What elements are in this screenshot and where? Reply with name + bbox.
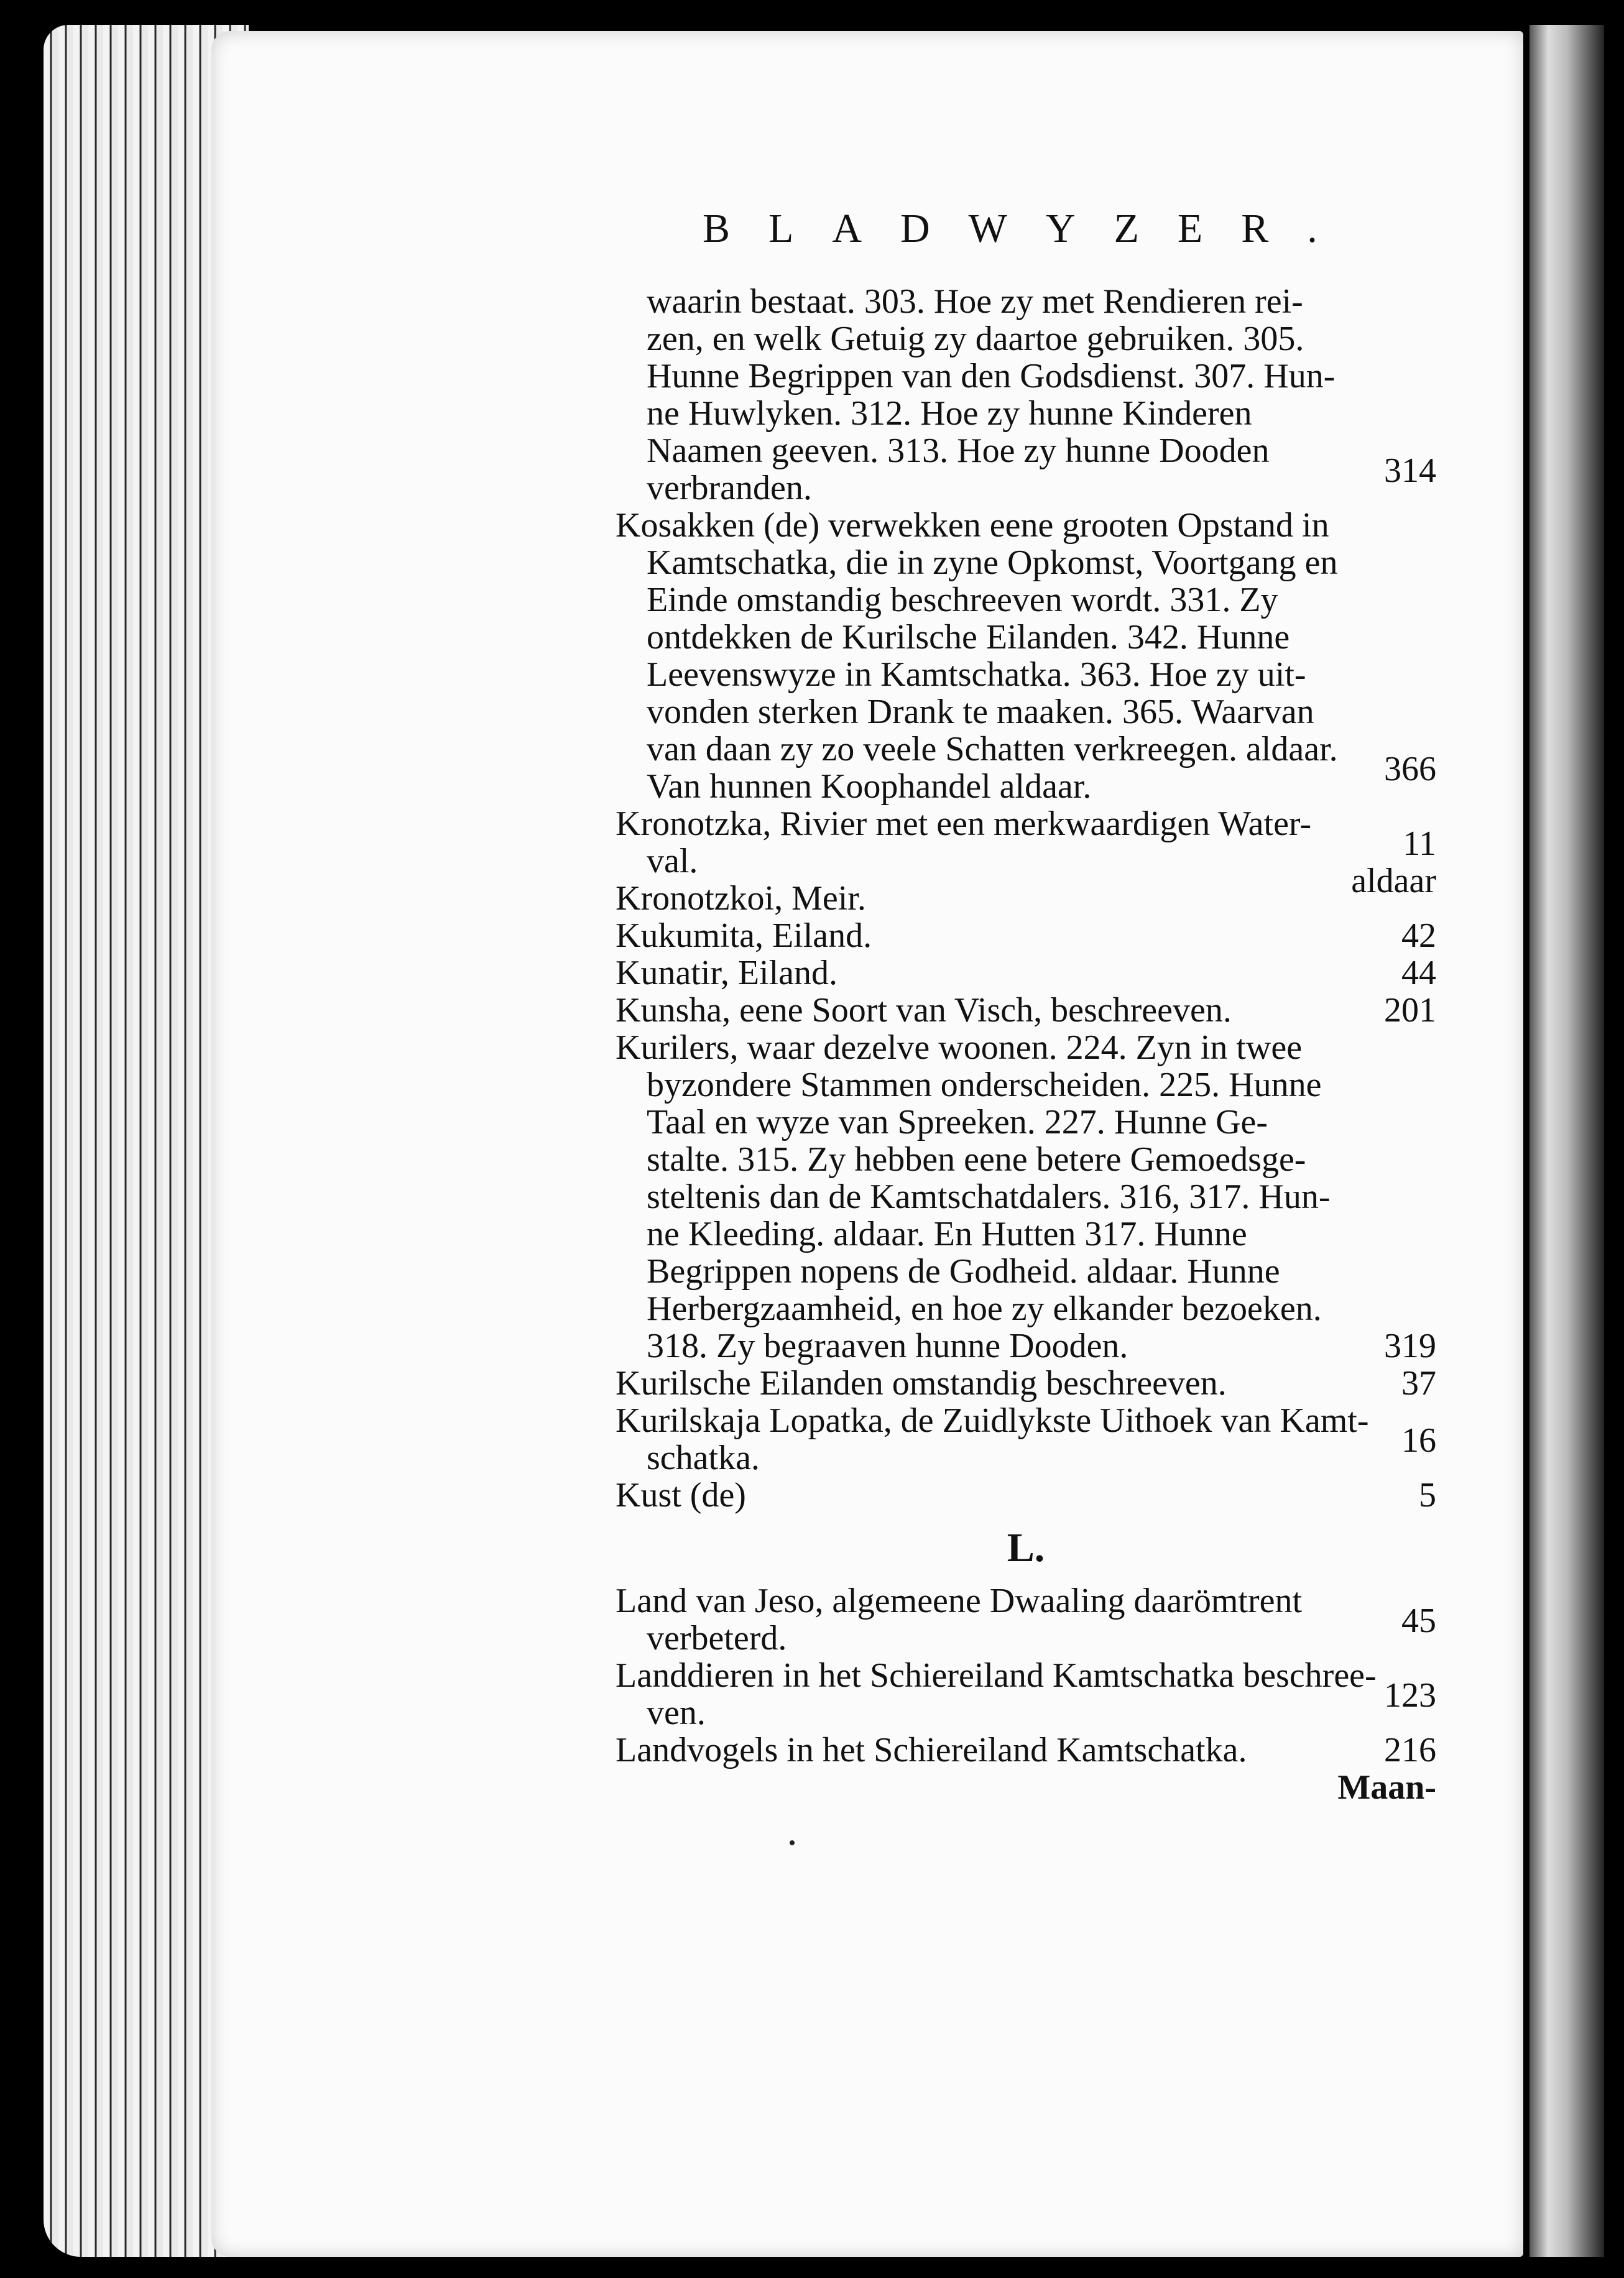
index-line-text: Naamen geeven. 313. Hoe zy hunne Dooden: [647, 431, 1270, 470]
index-line: [616, 1657, 1436, 1694]
index-line-text: ne Kleeding. aldaar. En Hutten 317. Hunne: [647, 1215, 1247, 1253]
index-line: [616, 619, 1436, 656]
index-line: [616, 750, 1436, 806]
index-line: [616, 656, 1436, 693]
index-line: [616, 1676, 1436, 1732]
index-line: [616, 507, 1436, 544]
index-line: [616, 862, 1436, 918]
index-line-text: Kunsha, eene Soort van Visch, beschreeven.: [616, 991, 1232, 1030]
index-line-text: Hunne Begrippen van den Godsdienst. 307. Hun-: [647, 357, 1336, 395]
index-line: [616, 283, 1436, 320]
index-line: [616, 1253, 1436, 1290]
page-reference: 366: [1384, 750, 1436, 788]
index-line-text: val.: [647, 842, 698, 880]
index-line: [616, 992, 1436, 1029]
section-letter: L.: [1007, 1525, 1045, 1570]
index-line: [616, 954, 1436, 992]
index-line-text: ontdekken de Kurilsche Eilanden. 342. Hunne: [647, 618, 1290, 657]
index-line-text: schatka.: [647, 1439, 760, 1477]
index-line: [616, 1178, 1436, 1215]
index-line-text: 318. Zy begraaven hunne Dooden.: [647, 1327, 1128, 1365]
index-line-text: Land van Jeso, algemeene Dwaaling daarömtrent: [616, 1582, 1303, 1620]
index-line-text: Landdieren in het Schiereiland Kamtschatka beschree-: [616, 1656, 1377, 1695]
page-reference: 11: [1403, 824, 1436, 863]
index-line: [616, 1477, 1436, 1514]
index-line: [616, 1602, 1436, 1658]
index-line: [616, 731, 1436, 768]
index-line: [616, 1066, 1436, 1104]
index-line: [616, 395, 1436, 432]
page-reference: 37: [1401, 1364, 1436, 1403]
index-line-text: Begrippen nopens de Godheid. aldaar. Hunne: [647, 1252, 1280, 1291]
index-line-text: waarin bestaat. 303. Hoe zy met Rendieren rei-: [647, 282, 1303, 321]
index-line-text: Landvogels in het Schiereiland Kamtschatka.: [616, 1731, 1247, 1769]
index-line: [616, 1421, 1436, 1477]
index-line: [616, 917, 1436, 954]
index-line-text: stalte. 315. Zy hebben eene betere Gemoedsge-: [647, 1140, 1306, 1179]
page-reference: 44: [1401, 954, 1436, 992]
catchword: Maan-: [1337, 1768, 1436, 1807]
index-line-text: Kurilsche Eilanden omstandig beschreeven.: [616, 1364, 1227, 1403]
index-line: [616, 432, 1436, 469]
index-line: [616, 1029, 1436, 1066]
index-line: [616, 451, 1436, 507]
index-entries-k: [616, 283, 1436, 1514]
index-line: [616, 1402, 1436, 1439]
page-reference: 45: [1401, 1602, 1436, 1640]
page-reference: 16: [1401, 1421, 1436, 1460]
index-entries-l: [616, 1582, 1436, 1769]
index-line-text: Kamtschatka, die in zyne Opkomst, Voortgang en: [647, 543, 1338, 582]
index-line-text: Kronotzkoi, Meir.: [616, 879, 866, 918]
index-line: [616, 357, 1436, 395]
index-line-text: Kosakken (de) verwekken eene grooten Opstand in: [616, 506, 1329, 545]
index-line-text: steltenis dan de Kamtschatdalers. 316, 317. Hun-: [647, 1178, 1331, 1216]
index-line-text: Einde omstandig beschreeven wordt. 331. Zy: [647, 581, 1278, 619]
index-line: [616, 1141, 1436, 1178]
index-line-text: vonden sterken Drank te maaken. 365. Waarvan: [647, 693, 1314, 731]
index-line: [616, 1215, 1436, 1253]
index-line-text: Leevenswyze in Kamtschatka. 363. Hoe zy uit-: [647, 655, 1306, 694]
index-line-text: Taal en wyze van Spreeken. 227. Hunne Ge-: [647, 1103, 1268, 1141]
page-reference: 314: [1384, 451, 1436, 490]
index-line: [616, 1104, 1436, 1141]
index-line: [616, 805, 1436, 842]
index-line-text: van daan zy zo veele Schatten verkreegen. aldaar.: [647, 730, 1338, 768]
index-line: [616, 693, 1436, 731]
index-line-text: ven.: [647, 1694, 706, 1732]
page-reference: 42: [1401, 916, 1436, 955]
page-reference: 123: [1384, 1676, 1436, 1715]
ink-speck: [790, 1840, 795, 1845]
page-reference: 5: [1419, 1476, 1436, 1515]
index-line: [616, 1365, 1436, 1402]
index-line-text: Kronotzka, Rivier met een merkwaardigen Water-: [616, 805, 1312, 843]
index-line: [616, 1582, 1436, 1620]
index-line-text: ne Huwlyken. 312. Hoe zy hunne Kinderen: [647, 394, 1252, 433]
index-line: [616, 1290, 1436, 1327]
index-line-text: verbranden.: [647, 469, 812, 507]
running-header: BLADWYZER.: [703, 206, 1356, 251]
index-line-text: verbeterd.: [647, 1619, 787, 1658]
page-reference: aldaar: [1351, 862, 1436, 900]
index-line-text: Herbergzaamheid, en hoe zy elkander bezoeken.: [647, 1289, 1322, 1328]
index-line-text: Van hunnen Koophandel aldaar.: [647, 767, 1092, 806]
book-spine-strip: [1529, 25, 1604, 2257]
index-line-text: Kunatir, Eiland.: [616, 954, 837, 992]
index-line-text: Kust (de): [616, 1476, 746, 1515]
index-line-text: zen, en welk Getuig zy daartoe gebruiken. 305.: [647, 320, 1304, 358]
index-line: [616, 1732, 1436, 1769]
page-reference: 216: [1384, 1731, 1436, 1769]
index-line-text: Kurilskaja Lopatka, de Zuidlykste Uithoek van Kamt-: [616, 1401, 1369, 1440]
index-text: [616, 283, 1436, 1806]
page-reference: 201: [1384, 991, 1436, 1030]
index-line: [616, 544, 1436, 581]
index-line: [616, 581, 1436, 619]
index-line-text: Kurilers, waar dezelve woonen. 224. Zyn in twee: [616, 1028, 1303, 1067]
page-reference: 319: [1384, 1327, 1436, 1365]
index-line: [616, 1327, 1436, 1365]
index-line: [616, 320, 1436, 357]
index-line-text: byzondere Stammen onderscheiden. 225. Hunne: [647, 1066, 1322, 1104]
index-line-text: Kukumita, Eiland.: [616, 916, 872, 955]
